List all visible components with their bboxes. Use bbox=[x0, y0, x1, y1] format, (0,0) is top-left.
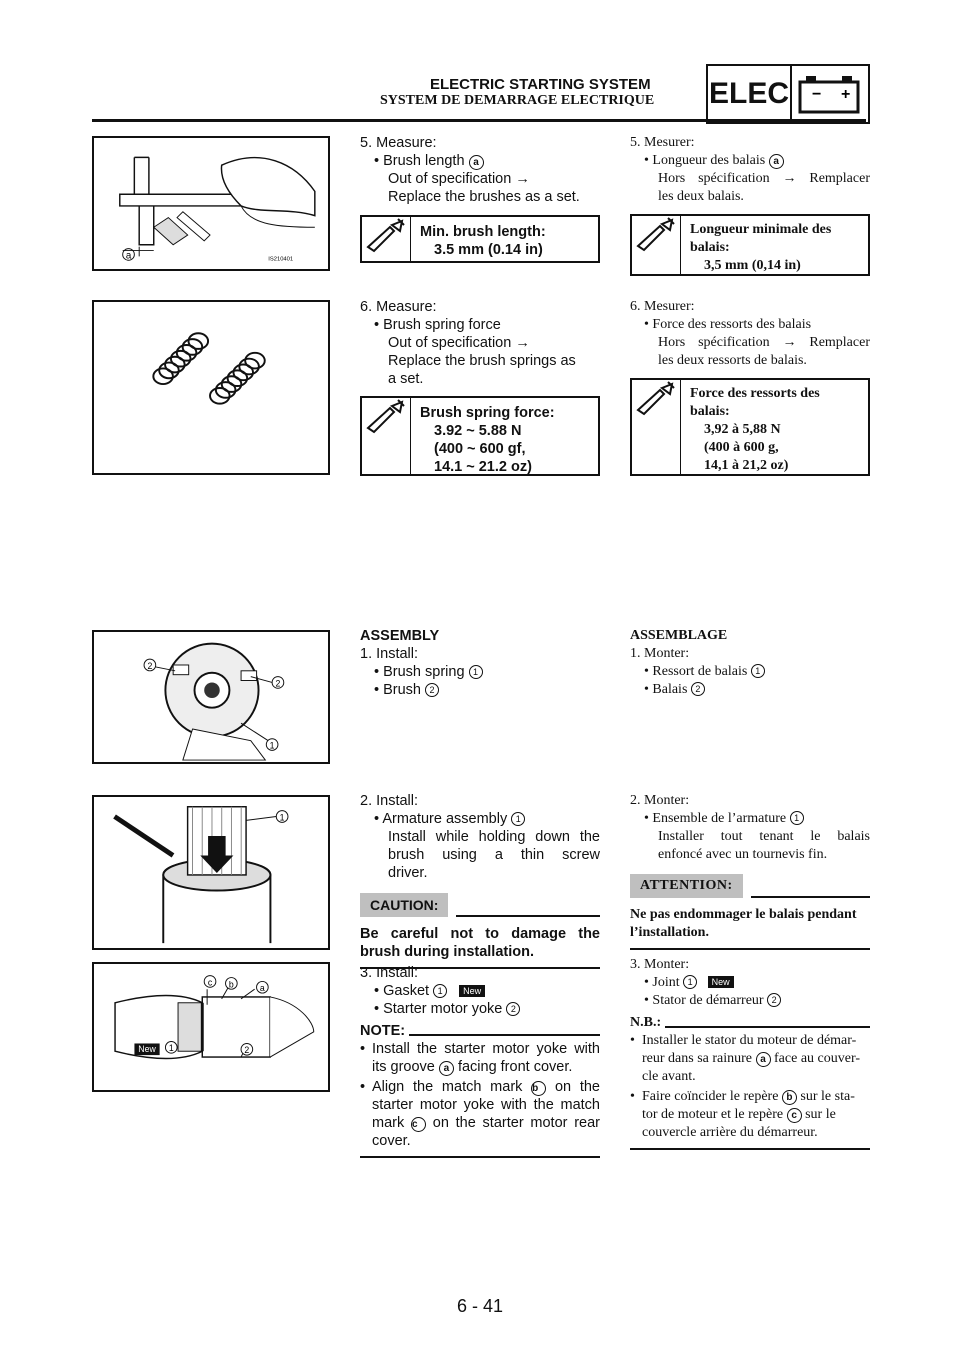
fr-spec2-l5: 14,1 à 21,2 oz) bbox=[704, 458, 789, 473]
battery-icon bbox=[790, 64, 870, 124]
en-note2-l3b: on the starter motor rear bbox=[432, 1115, 601, 1131]
en-caution bbox=[360, 893, 600, 969]
en-spec1-l1: Min. brush length: bbox=[420, 224, 546, 240]
en-step-6: 6. Measure: • Brush spring force Out of specification → Replace the brush springs as a set. bbox=[360, 298, 600, 388]
fr-nb2-ref-c: c bbox=[787, 1108, 802, 1123]
en-asm2-l1: Install while holding down the bbox=[388, 829, 600, 845]
fr-att-l2: l’installation. bbox=[630, 925, 709, 940]
en-note2-l1b: on the bbox=[554, 1079, 600, 1095]
fr-asm3-head: 3. Monter: bbox=[630, 957, 690, 972]
fr-spec2-l2: balais: bbox=[690, 404, 730, 419]
en-asm2-l2: brush using a thin screw bbox=[388, 847, 600, 863]
fr-nb1-l1: Installer le stator du moteur de démar- bbox=[642, 1033, 857, 1048]
fr-nb-label: N.B.: bbox=[630, 1015, 662, 1030]
en-spec2-l1: Brush spring force: bbox=[420, 405, 555, 421]
wrench-icon bbox=[362, 398, 411, 474]
fr-assembly-title: ASSEMBLAGE bbox=[630, 628, 728, 643]
en-note1-l2a: its groove bbox=[372, 1059, 435, 1075]
en-asm3-head: 3. Install: bbox=[360, 965, 419, 981]
figure-brush-length bbox=[92, 136, 330, 271]
fig5-callout-b: b bbox=[228, 979, 234, 990]
en-note1-ref: a bbox=[439, 1061, 454, 1076]
fr-asm2-l2: enfoncé avec un tournevis fin. bbox=[658, 847, 828, 862]
figure-brush-springs bbox=[92, 300, 330, 475]
en-caution-label: CAUTION: bbox=[360, 893, 448, 917]
en-note2-ref-b: b bbox=[531, 1081, 546, 1096]
fr-asm1-head: 1. Monter: bbox=[630, 646, 690, 661]
en-s5-ref: a bbox=[469, 155, 484, 170]
fr-spec1-l2: balais: bbox=[690, 240, 730, 255]
fig1-callout-a: a bbox=[125, 250, 132, 262]
en-spec-brush-length bbox=[360, 215, 600, 263]
fr-new-badge: New bbox=[708, 976, 734, 988]
en-note-label: NOTE: bbox=[360, 1023, 406, 1039]
en-asm2-i1: Armature assembly bbox=[382, 811, 508, 827]
battery-minus: − bbox=[812, 86, 822, 103]
en-assembly-title: ASSEMBLY bbox=[360, 628, 440, 644]
fig5-callout-1: 1 bbox=[168, 1043, 174, 1054]
header-title-fr: SYSTEM DE DEMARRAGE ELECTRIQUE bbox=[380, 93, 655, 108]
en-assembly: ASSEMBLY 1. Install: • Brush spring 1 • Brush 2 bbox=[360, 627, 600, 699]
fr-asm2-l1: Installer tout tenant le balais bbox=[658, 829, 870, 844]
fr-spec2-l4: (400 à 600 g, bbox=[704, 440, 779, 455]
fr-s6-head: 6. Mesurer: bbox=[630, 299, 695, 314]
section-code: ELEC bbox=[708, 77, 789, 110]
fr-s5-item: Longueur des balais bbox=[652, 153, 766, 168]
fr-spec2-l3: 3,92 à 5,88 N bbox=[704, 422, 781, 437]
en-asm3-i1-ref: 1 bbox=[433, 984, 447, 998]
en-asm3-i2: Starter motor yoke bbox=[383, 1001, 503, 1017]
wrench-icon bbox=[632, 216, 681, 274]
en-s6-l3: a set. bbox=[388, 371, 424, 387]
fr-step-6: 6. Mesurer: • Force des ressorts des balais Hors spécification → Remplacer les deux ressorts de balais. bbox=[630, 299, 870, 368]
fr-asm2-i1-ref: 1 bbox=[790, 811, 804, 825]
fr-asm1-i1: Ressort de balais bbox=[652, 664, 748, 679]
figure-armature-install bbox=[92, 795, 330, 950]
en-note1-l1: Install the starter motor yoke with bbox=[372, 1041, 600, 1057]
fr-attention-label: ATTENTION: bbox=[630, 874, 743, 898]
battery-plus: + bbox=[841, 86, 851, 103]
en-asm1-i1-ref: 1 bbox=[469, 665, 483, 679]
en-s6-l1: Out of specification → bbox=[388, 335, 530, 351]
fr-s5-ref: a bbox=[769, 154, 784, 169]
en-spec2-l4: 14.1 ~ 21.2 oz) bbox=[434, 459, 532, 475]
fig4-callout-1: 1 bbox=[279, 812, 285, 823]
en-s6-item: Brush spring force bbox=[383, 317, 501, 333]
fr-spec2-l1: Force des ressorts des bbox=[690, 386, 820, 401]
en-asm1-i2: Brush bbox=[383, 682, 421, 698]
en-asm-step-2: 2. Install: • Armature assembly 1 Install while holding down the brush using a thin screw driver. bbox=[360, 793, 600, 881]
fr-asm1-i2-ref: 2 bbox=[691, 682, 705, 696]
fr-spec-brush-spring bbox=[630, 378, 870, 476]
fr-spec1-l3: 3,5 mm (0,14 in) bbox=[704, 258, 801, 273]
en-note2-l3a: mark bbox=[372, 1115, 405, 1131]
fr-nb2-ref-b: b bbox=[782, 1090, 797, 1105]
fr-s5-head: 5. Mesurer: bbox=[630, 135, 695, 150]
en-note2-l1a: Align the match mark bbox=[372, 1079, 523, 1095]
fr-att-l1: Ne pas endommager le balais pendant bbox=[630, 907, 857, 922]
fr-nb1-l3: cle avant. bbox=[642, 1069, 696, 1084]
fr-nb1-l2a: reur dans sa rainure bbox=[642, 1051, 753, 1066]
en-s5-item: Brush length bbox=[383, 153, 465, 169]
en-spec1-l2: 3.5 mm (0.14 in) bbox=[434, 242, 543, 258]
en-note2-ref-c: c bbox=[411, 1117, 426, 1132]
fr-asm2-head: 2. Monter: bbox=[630, 793, 690, 808]
fr-asm1-i1-ref: 1 bbox=[751, 664, 765, 678]
en-s5-head: 5. Measure: bbox=[360, 135, 437, 151]
page-number: 6 - 41 bbox=[456, 1296, 504, 1316]
fr-asm3-i2: Stator de démarreur bbox=[652, 993, 764, 1008]
fig3-callout-2a: 2 bbox=[147, 660, 153, 671]
fig5-callout-a: a bbox=[259, 983, 265, 994]
fig5-callout-c: c bbox=[207, 977, 213, 988]
en-spec-brush-spring bbox=[360, 396, 600, 476]
fr-s5-l1: Hors spécification → Remplacer bbox=[658, 171, 870, 186]
en-asm-step-3: 3. Install: • Gasket 1 New • Starter motor yoke 2 bbox=[360, 964, 600, 1018]
en-s5-l2: Replace the brushes as a set. bbox=[388, 189, 580, 205]
en-s6-head: 6. Measure: bbox=[360, 299, 437, 315]
en-note1-l2b: facing front cover. bbox=[457, 1059, 573, 1075]
fr-nb1-l2b: face au couver- bbox=[774, 1051, 861, 1066]
en-spec2-l3: (400 ~ 600 gf, bbox=[434, 441, 526, 457]
fr-nb2-l1a: Faire coïncider le repère bbox=[642, 1089, 779, 1104]
fig3-callout-2b: 2 bbox=[275, 678, 281, 689]
en-s6-l2: Replace the brush springs as bbox=[388, 353, 576, 369]
fr-asm2-i1: Ensemble de l’armature bbox=[652, 811, 787, 826]
en-asm2-head: 2. Install: bbox=[360, 793, 419, 809]
fr-nb1-ref: a bbox=[756, 1052, 771, 1067]
en-note: NOTE: • Install the starter motor yoke with its groove a facing front cover. • Align the match mark b on the starter motor yoke with the match mark c on the starter motor rear cover. bbox=[360, 1022, 600, 1158]
fr-asm-step-2: 2. Monter: • Ensemble de l’armature 1 Installer tout tenant le balais enfoncé avec un tournevis fin. bbox=[630, 793, 870, 862]
fr-nb2-l3: couvercle arrière du démarreur. bbox=[642, 1125, 818, 1140]
fr-nb2-l2a: tor de moteur et le repère bbox=[642, 1107, 784, 1122]
en-new-badge: New bbox=[459, 985, 485, 997]
en-asm2-i1-ref: 1 bbox=[511, 812, 525, 826]
wrench-icon bbox=[362, 217, 411, 261]
fig1-code: IS210401 bbox=[268, 256, 294, 263]
fr-spec-brush-length bbox=[630, 214, 870, 276]
header-rule bbox=[92, 119, 866, 122]
en-asm2-l3: driver. bbox=[388, 865, 428, 881]
fig3-callout-1: 1 bbox=[269, 740, 275, 751]
en-s5-l1: Out of specification → bbox=[388, 171, 530, 187]
fr-nb2-l1b: sur le sta- bbox=[800, 1089, 855, 1104]
en-caution-l1: Be careful not to damage the bbox=[360, 926, 600, 942]
en-asm1-i2-ref: 2 bbox=[425, 683, 439, 697]
wrench-icon bbox=[632, 380, 681, 474]
fr-s6-l2: les deux ressorts de balais. bbox=[658, 353, 807, 368]
header-title-en: ELECTRIC STARTING SYSTEM bbox=[430, 76, 651, 93]
fr-asm1-i2: Balais bbox=[652, 682, 688, 697]
en-note2-l4: cover. bbox=[372, 1133, 411, 1149]
fr-s6-l1: Hors spécification → Remplacer bbox=[658, 335, 870, 350]
en-caution-l2: brush during installation. bbox=[360, 944, 534, 960]
fr-asm-step-3: 3. Monter: • Joint 1 New • Stator de démarreur 2 bbox=[630, 956, 870, 1010]
fr-attention bbox=[630, 874, 870, 950]
section-code-box bbox=[706, 64, 792, 124]
figure-brush-holder bbox=[92, 630, 330, 764]
en-asm1-head: 1. Install: bbox=[360, 646, 419, 662]
en-note2-l2: starter motor yoke with the match bbox=[372, 1097, 600, 1113]
figure-yoke-install bbox=[92, 962, 330, 1092]
fr-asm3-i1: Joint bbox=[652, 975, 680, 990]
fr-spec1-l1: Longueur minimale des bbox=[690, 222, 832, 237]
en-asm3-i2-ref: 2 bbox=[506, 1002, 520, 1016]
fr-s6-item: Force des ressorts des balais bbox=[652, 317, 812, 332]
fr-asm3-i2-ref: 2 bbox=[767, 993, 781, 1007]
fr-nb: N.B.: • Installer le stator du moteur de démar- reur dans sa rainure a face au couver- cle avant. • Faire coïncider le repère b sur le sta- tor de moteur et le repère c sur le couvercle arrière du démarreur. bbox=[630, 1014, 870, 1150]
fr-asm3-i1-ref: 1 bbox=[683, 975, 697, 989]
en-step-5: 5. Measure: • Brush length a Out of specification → Replace the brushes as a set. bbox=[360, 134, 600, 206]
en-spec2-l2: 3.92 ~ 5.88 N bbox=[434, 423, 522, 439]
en-asm3-i1: Gasket bbox=[383, 983, 430, 999]
fr-s5-l2: les deux balais. bbox=[658, 189, 744, 204]
fr-assembly: ASSEMBLAGE 1. Monter: • Ressort de balais 1 • Balais 2 bbox=[630, 627, 870, 699]
fig5-callout-2: 2 bbox=[244, 1045, 250, 1056]
fr-nb2-l2b: sur le bbox=[805, 1107, 836, 1122]
en-asm1-i1: Brush spring bbox=[383, 664, 465, 680]
fig5-new: New bbox=[138, 1044, 156, 1055]
fr-step-5: 5. Mesurer: • Longueur des balais a Hors spécification → Remplacer les deux balais. bbox=[630, 135, 870, 204]
